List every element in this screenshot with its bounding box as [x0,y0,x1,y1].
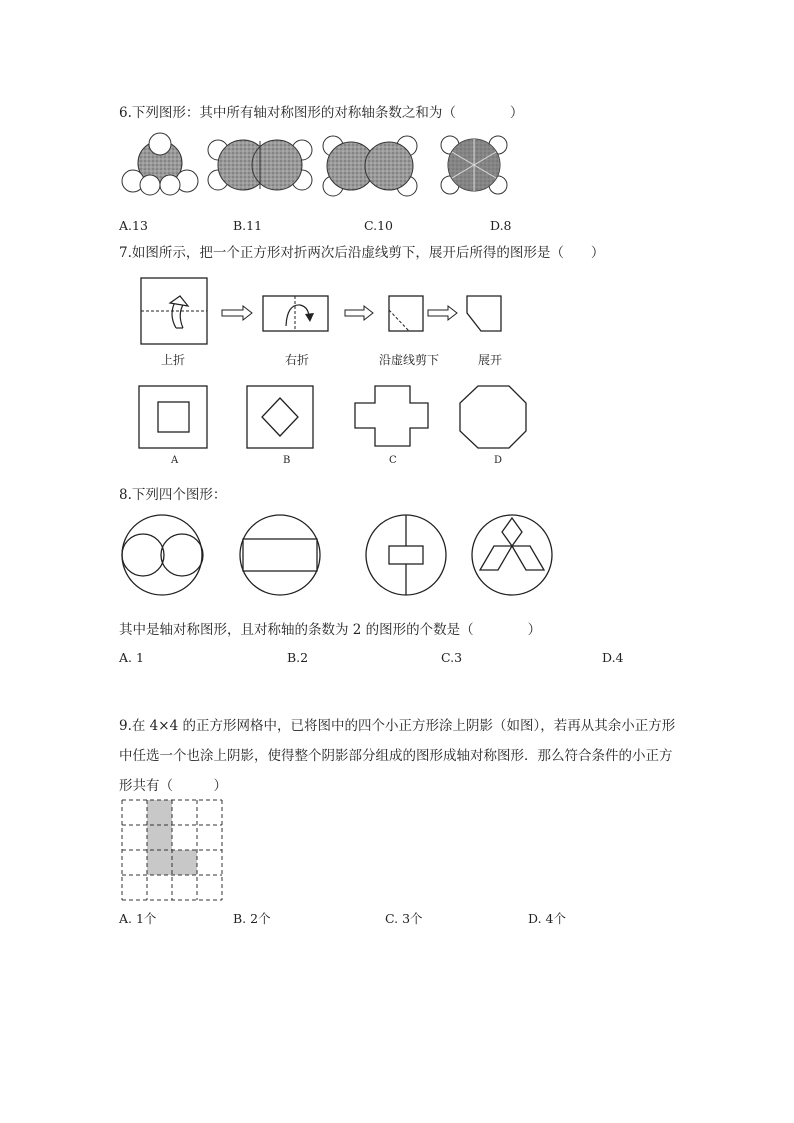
q7-step-label-1: 上折 [161,353,186,367]
q7-step-label-3: 沿虚线剪下 [379,353,440,367]
q7-option-label-c: C [389,455,397,466]
q9-grid [122,800,222,900]
q6-option-b: B.11 [233,218,263,233]
q8-intro: 8.下列四个图形： [119,487,227,503]
q8-option-c: C.3 [441,650,463,665]
q8-question: 其中是轴对称图形，且对称轴的条数为 2 的图形的个数是（ ） [119,622,542,638]
q7-text: 7.如图所示，把一个正方形对折两次后沿虚线剪下，展开后所得的图形是（ ） [119,245,605,261]
q9-option-a: A. 1个 [119,911,157,926]
q6-option-a: A.13 [119,218,148,233]
q9-option-c: C. 3个 [385,911,423,926]
q9-text-line-3: 形共有（ ） [119,778,227,794]
q9-text-line-1: 9.在 4×4 的正方形网格中，已将图中的四个小正方形涂上阴影（如图），若再从其余小正方形 [119,718,676,734]
q9-shaded-cell [147,825,172,850]
q7-step-label-2: 右折 [285,353,310,367]
q8-option-a: A. 1 [119,650,144,665]
q9-text-line-2: 中任选一个也涂上阴影，使得整个阴影部分组成的图形成轴对称图形．那么符合条件的小正方 [119,748,673,764]
q7-option-label-d: D [494,455,503,466]
q8-figure-3 [366,515,446,595]
q7-option-label-a: A [171,455,179,466]
q6-option-c: C.10 [364,218,393,233]
q9-shaded-cell [147,800,172,825]
q8-figure-1 [122,515,203,595]
q9-option-d: D. 4个 [528,911,566,926]
q8-option-d: D.4 [602,650,624,665]
q7-step-label-4: 展开 [478,353,503,367]
q9-shaded-cell [172,850,197,875]
q6-text: 6.下列图形：其中所有轴对称图形的对称轴条数之和为（ ） [119,105,524,121]
q7-option-label-b: B [283,455,291,466]
q9-option-b: B. 2个 [233,911,271,926]
q8-option-b: B.2 [287,650,309,665]
q8-figure-2 [240,515,320,595]
q9-shaded-cell [147,850,172,875]
q8-figure-4 [472,515,552,595]
q6-option-d: D.8 [490,218,512,233]
